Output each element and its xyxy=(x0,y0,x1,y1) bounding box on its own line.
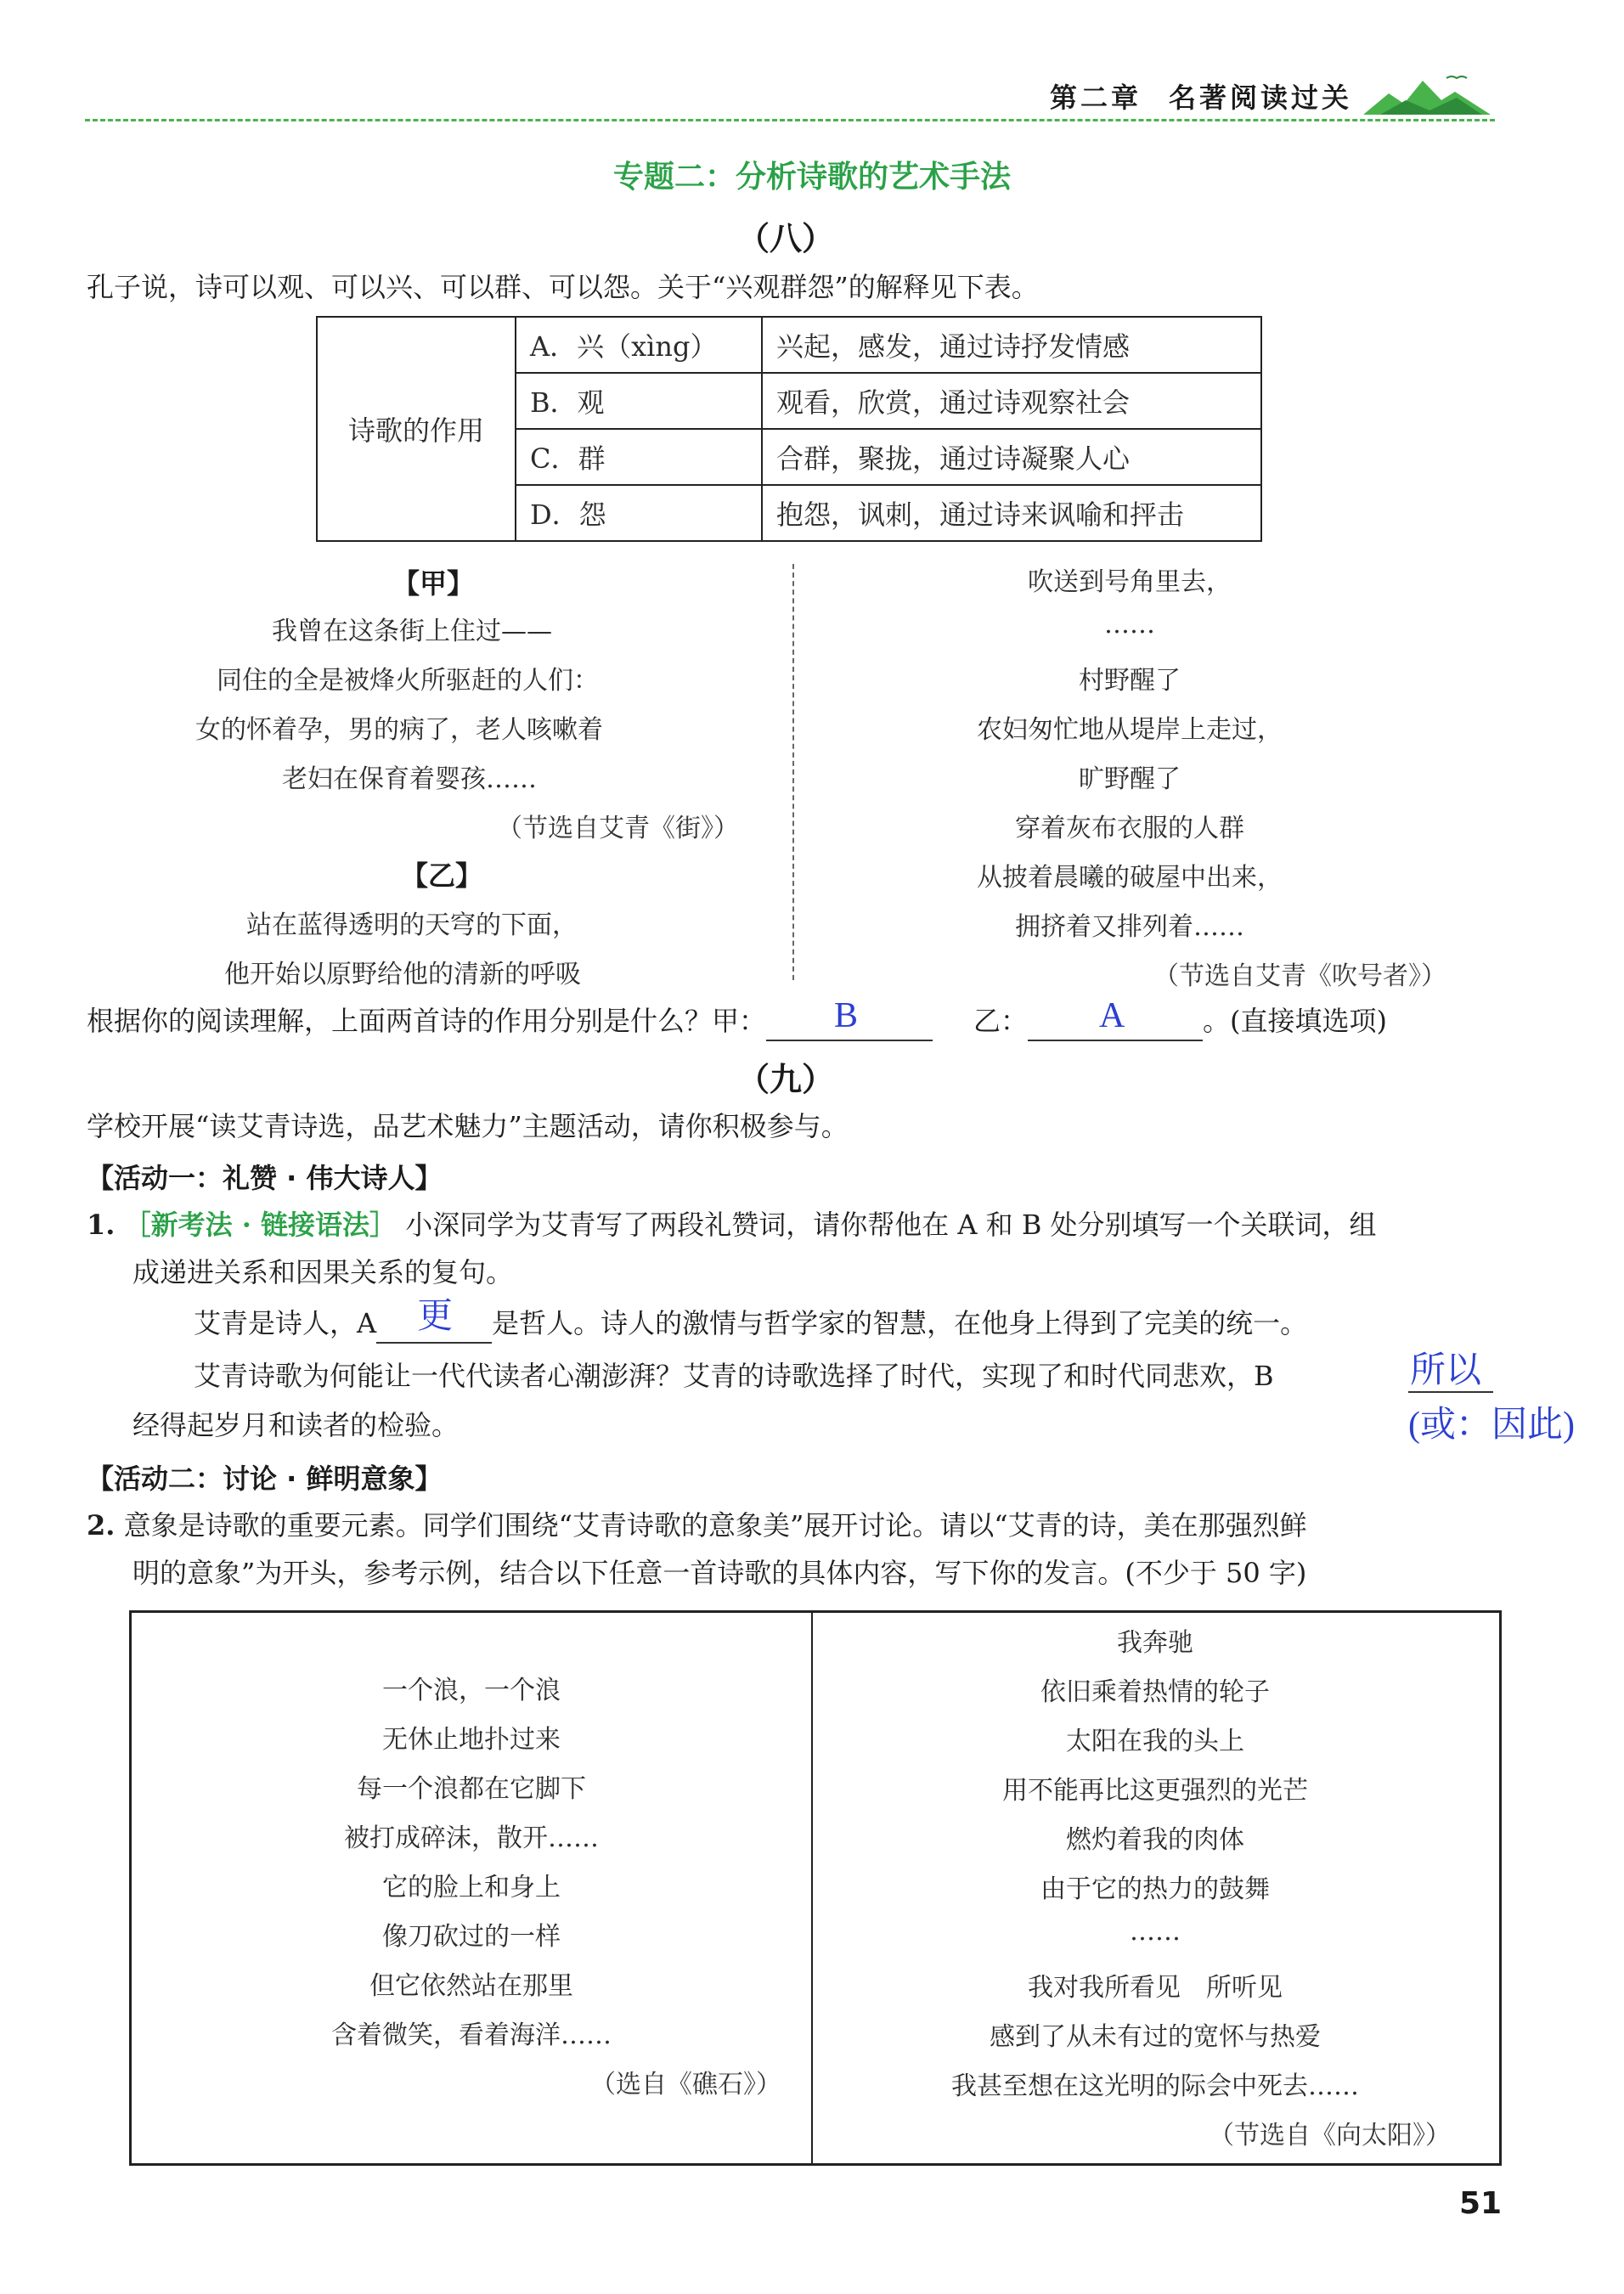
question-1 xyxy=(87,1204,1377,1245)
section-8-question xyxy=(87,996,1388,1041)
table-row xyxy=(317,317,1261,373)
poem-yi-line: 旷野醒了 xyxy=(1079,764,1181,794)
mountain-icon xyxy=(1363,68,1491,119)
poem-right-line: …… xyxy=(1130,1917,1181,1947)
question-mid: 乙： xyxy=(973,1005,1029,1037)
poem-yi-line: 村野醒了 xyxy=(1079,666,1181,696)
question-1-number: 1. xyxy=(87,1209,116,1241)
poem-left-line: 但它依然站在那里 xyxy=(369,1971,573,2001)
poem-yi-title: 【乙】 xyxy=(401,860,483,892)
poem-left-line: 被打成碎沫，散开…… xyxy=(344,1823,599,1853)
question-1-text: 小深同学为艾青写了两段礼赞词，请你帮他在 A 和 B 处分别填写一个关联词，组 xyxy=(405,1209,1377,1241)
sentence-a-before: 艾青是诗人，A xyxy=(194,1307,377,1339)
poem-yi-line: 农妇匆忙地从堤岸上走过， xyxy=(977,715,1283,745)
poem-left-source: （选自《礁石》） xyxy=(590,2070,781,2100)
poem-yi-line: 穿着灰布衣服的人群 xyxy=(1015,814,1244,843)
header-dashed-line xyxy=(85,119,1495,121)
poem-yi-line: 他开始以原野给他的清新的呼吸 xyxy=(224,960,581,989)
poem-box xyxy=(129,1610,1502,2166)
section-8-intro: 孔子说，诗可以观、可以兴、可以群、可以怨。关于“兴观群怨”的解释见下表。 xyxy=(87,271,1039,303)
question-2 xyxy=(87,1505,1307,1546)
term-cell: A．兴（xìng） xyxy=(516,317,762,373)
poem-right-line: 我奔驰 xyxy=(1117,1628,1193,1658)
poem-right-line: 用不能再比这更强烈的光芒 xyxy=(1002,1776,1308,1806)
poem-right-line: 感到了从未有过的宽怀与热爱 xyxy=(990,2022,1321,2052)
meaning-cell: 合群，聚拢，通过诗凝聚人心 xyxy=(762,429,1261,485)
sentence-a-after: 是哲人。诗人的激情与哲学家的智慧，在他身上得到了完美的统一。 xyxy=(492,1307,1308,1339)
answer-b: 所以 xyxy=(1410,1351,1482,1390)
poem-yi-line: …… xyxy=(1104,610,1155,640)
page-number: 51 xyxy=(1459,2186,1503,2221)
poem-right-line: 燃灼着我的肉体 xyxy=(1066,1825,1244,1855)
poem-yi-source: （节选自艾青《吹号者》） xyxy=(1153,961,1446,991)
term-cell: B．观 xyxy=(516,373,762,429)
section-9-intro: 学校开展“读艾青诗选，品艺术魅力”主题活动，请你积极参与。 xyxy=(87,1110,849,1142)
poem-jia-line: 女的怀着孕，男的病了，老人咳嗽着 xyxy=(195,715,603,745)
answer-blank-b[interactable] xyxy=(1408,1342,1493,1393)
question-suffix: 。(直接填选项) xyxy=(1203,1005,1388,1037)
meaning-cell: 兴起，感发，通过诗抒发情感 xyxy=(762,317,1261,373)
chapter-header xyxy=(1050,76,1352,116)
poem-jia-line: 老妇在保育着婴孩…… xyxy=(282,764,537,794)
question-1-tag: ［新考法 · 链接语法］ xyxy=(123,1209,398,1241)
poem-left-line: 每一个浪都在它脚下 xyxy=(357,1774,586,1804)
activity-2-title: 【活动二：讨论 · 鲜明意象】 xyxy=(87,1463,443,1495)
question-1-sentence-b: 艾青诗歌为何能让一代代读者心潮澎湃？艾青的诗歌选择了时代，实现了和时代同悲欢，B xyxy=(194,1360,1274,1392)
question-1-sentence-b-line2: 经得起岁月和读者的检验。 xyxy=(133,1409,460,1441)
poem-right-line: 由于它的热力的鼓舞 xyxy=(1040,1874,1270,1904)
question-2-number: 2. xyxy=(87,1509,116,1542)
poem-right-source: （节选自《向太阳》） xyxy=(1209,2121,1451,2150)
row-header: 诗歌的作用 xyxy=(317,317,516,541)
meaning-cell: 观看，欣赏，通过诗观察社会 xyxy=(762,373,1261,429)
section-8-heading: （八） xyxy=(736,220,834,257)
answer-jia: B xyxy=(834,996,859,1035)
poem-right-line: 太阳在我的头上 xyxy=(1066,1727,1244,1756)
question-1-sentence-a xyxy=(194,1297,1308,1344)
column-divider xyxy=(792,564,794,980)
poem-yi-line: 从披着晨曦的破屋中出来， xyxy=(977,863,1283,893)
activity-1-title: 【活动一：礼赞 · 伟大诗人】 xyxy=(87,1162,443,1194)
answer-yi: A xyxy=(1099,996,1125,1035)
poem-left-line: 含着微笑，看着海洋…… xyxy=(331,2021,612,2050)
term-cell: C．群 xyxy=(516,429,762,485)
poem-jia-source: （节选自艾青《街》） xyxy=(497,814,739,843)
section-9-heading: （九） xyxy=(736,1061,834,1098)
poem-jia-line: 我曾在这条街上住过—— xyxy=(272,617,552,646)
chapter-title: 名著阅读过关 xyxy=(1169,82,1353,114)
poem-left-line: 一个浪，一个浪 xyxy=(382,1676,561,1705)
answer-blank-jia[interactable] xyxy=(766,996,933,1041)
answer-blank-a[interactable] xyxy=(376,1297,492,1344)
question-1-text-line2: 成递进关系和因果关系的复句。 xyxy=(133,1256,514,1288)
question-prefix: 根据你的阅读理解，上面两首诗的作用分别是什么？甲： xyxy=(87,1005,767,1037)
chapter-number: 第二章 xyxy=(1050,82,1142,114)
topic-title: 专题二：分析诗歌的艺术手法 xyxy=(612,160,1011,194)
poem-jia-title: 【甲】 xyxy=(392,567,475,600)
poem-yi-line: 拥挤着又排列着…… xyxy=(1015,912,1244,942)
term-cell: D．怨 xyxy=(516,485,762,541)
meaning-cell: 抱怨，讽刺，通过诗来讽喻和抨击 xyxy=(762,485,1261,541)
answer-b-alt: (或：因此) xyxy=(1408,1406,1575,1445)
poem-yi-line: 吹送到号角里去， xyxy=(1028,567,1232,597)
question-2-text: 意象是诗歌的重要元素。同学们围绕“艾青诗歌的意象美”展开讨论。请以“艾青的诗，美在那强烈鲜 xyxy=(123,1509,1307,1542)
poem-right-line: 依旧乘着热情的轮子 xyxy=(1040,1677,1270,1707)
poem-right-line: 我甚至想在这光明的际会中死去…… xyxy=(951,2071,1359,2101)
answer-blank-yi[interactable] xyxy=(1028,996,1203,1041)
poem-jia-line: 同住的全是被烽火所驱赶的人们： xyxy=(217,666,599,696)
poem-left-line: 它的脸上和身上 xyxy=(382,1873,561,1902)
answer-a: 更 xyxy=(417,1297,454,1336)
poem-yi-line: 站在蓝得透明的天穹的下面， xyxy=(246,910,578,940)
question-2-text-line2: 明的意象”为开头，参考示例，结合以下任意一首诗歌的具体内容，写下你的发言。(不少于 50 字) xyxy=(133,1557,1307,1589)
poem-left-line: 像刀砍过的一样 xyxy=(382,1922,561,1952)
definition-table xyxy=(316,316,1262,542)
poem-right-line: 我对我所看见 所听见 xyxy=(1028,1973,1283,2003)
poem-left-line: 无休止地扑过来 xyxy=(382,1725,561,1755)
